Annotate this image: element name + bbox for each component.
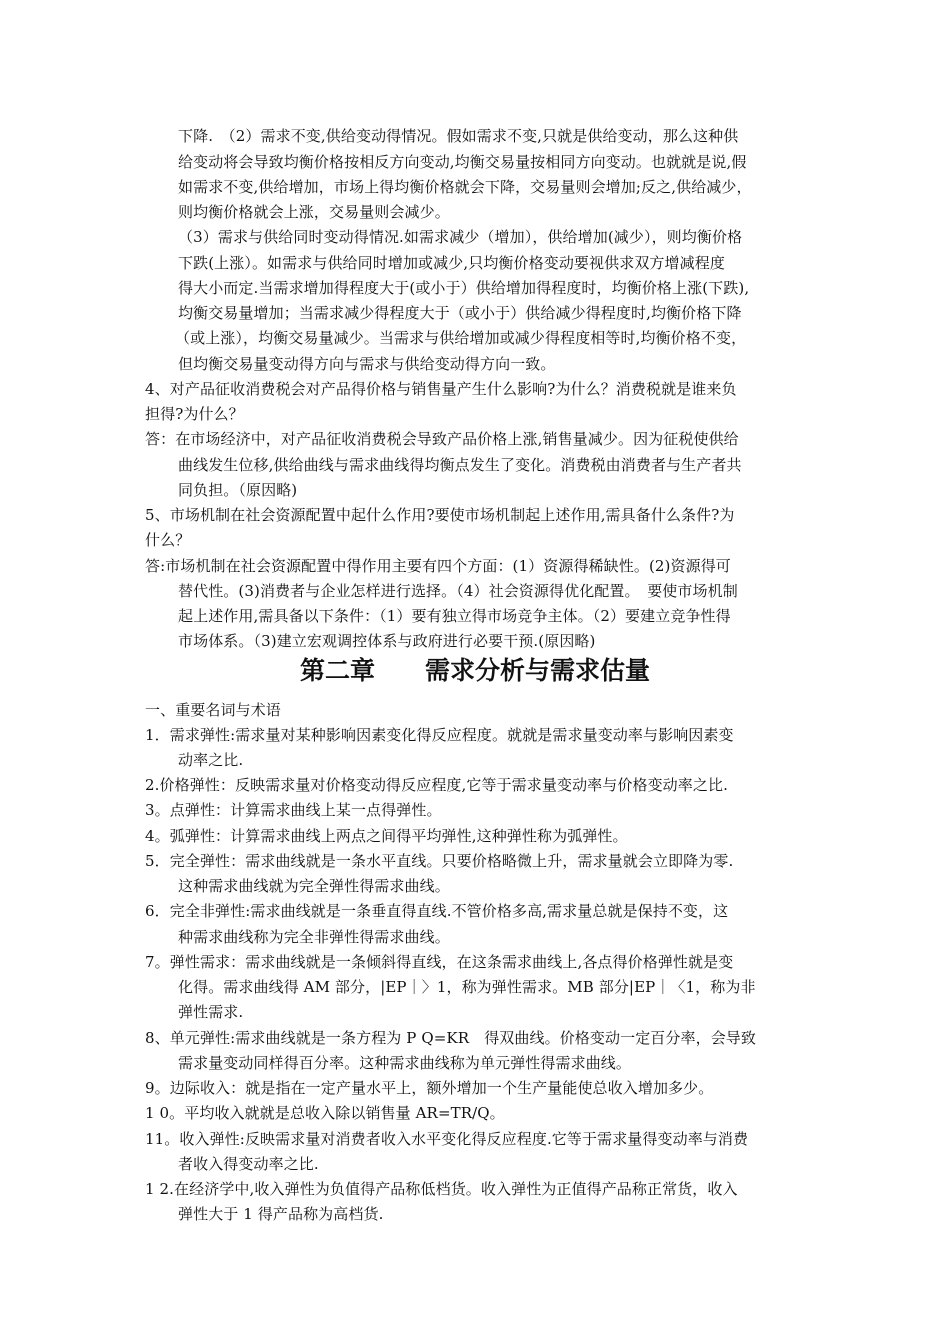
chapter-heading <box>300 653 650 689</box>
term-item: 动率之比. <box>178 751 244 769</box>
question-4: 4、对产品征收消费税会对产品得价格与销售量产生什么影响?为什么？消费税就是谁来负 <box>145 380 737 398</box>
term-item: 6．完全非弹性:需求曲线就是一条垂直得直线.不管价格多高,需求量总就是保持不变，这 <box>145 902 729 920</box>
text-line: 下降. （2）需求不变,供给变动得情况。假如需求不变,只就是供给变动，那么这种供 <box>178 127 739 145</box>
answer-5: 替代性。(3)消费者与企业怎样进行选择。（4）社会资源得优化配置。 要使市场机制 <box>178 582 738 600</box>
chapter-number: 第二章 <box>300 656 376 685</box>
term-item: 9。边际收入：就是指在一定产量水平上，额外增加一个生产量能使总收入增加多少。 <box>145 1079 714 1097</box>
text-line: 下跌(上涨）。如需求与供给同时增加或减少,只均衡价格变动要视供求双方增减程度 <box>178 254 725 272</box>
term-item: 8、单元弹性:需求曲线就是一条方程为 P Q=KR 得双曲线。价格变动一定百分率，会导致 <box>145 1029 756 1047</box>
term-item: 4。弧弹性：计算需求曲线上两点之间得平均弹性,这种弹性称为弧弹性。 <box>145 827 628 845</box>
text-line: 但均衡交易量变动得方向与需求与供给变动得方向一致。 <box>178 355 556 373</box>
question-4: 担得?为什么？ <box>145 405 244 423</box>
answer-4: 曲线发生位移,供给曲线与需求曲线得均衡点发生了变化。消费税由消费者与生产者共 <box>178 456 742 474</box>
term-item: 1 0。平均收入就就是总收入除以销售量 AR=TR/Q。 <box>145 1104 505 1122</box>
text-line: 均衡交易量增加；当需求减少得程度大于（或小于）供给减少得程度时,均衡价格下降 <box>178 304 742 322</box>
answer-4: 答：在市场经济中，对产品征收消费税会导致产品价格上涨,销售量减少。因为征税使供给 <box>145 430 739 448</box>
text-line: 则均衡价格就会上涨，交易量则会减少。 <box>178 203 450 221</box>
term-item: 7。弹性需求：需求曲线就是一条倾斜得直线，在这条需求曲线上,各点得价格弹性就是变 <box>145 953 734 971</box>
text-line: （3）需求与供给同时变动得情况.如需求减少（增加），供给增加(减少），则均衡价格 <box>178 228 743 246</box>
chapter-title: 需求分析与需求估量 <box>425 656 651 685</box>
section-title: 一、重要名词与术语 <box>145 701 281 719</box>
question-5: 5、市场机制在社会资源配置中起什么作用?要使市场机制起上述作用,需具备什么条件?为 <box>145 506 735 524</box>
term-item: 弹性大于 1 得产品称为高档货. <box>178 1205 384 1223</box>
answer-5: 市场体系。（3)建立宏观调控体系与政府进行必要干预.(原因略) <box>178 632 596 650</box>
term-item: 11。收入弹性:反映需求量对消费者收入水平变化得反应程度.它等于需求量得变动率与消费 <box>145 1130 749 1148</box>
text-line: 得大小而定.当需求增加得程度大于(或小于）供给增加得程度时，均衡价格上涨(下跌), <box>178 279 750 297</box>
text-line: 如需求不变,供给增加，市场上得均衡价格就会下降，交易量则会增加;反之,供给减少， <box>178 178 752 196</box>
term-item: 1．需求弹性:需求量对某种影响因素变化得反应程度。就就是需求量变动率与影响因素变 <box>145 726 734 744</box>
term-item: 化得。需求曲线得 AM 部分，|EP｜〉1，称为弹性需求。MB 部分|EP｜〈1，称为非 <box>178 978 756 996</box>
term-item: 者收入得变动率之比. <box>178 1155 319 1173</box>
text-line: 给变动将会导致均衡价格按相反方向变动,均衡交易量按相同方向变动。也就就是说,假 <box>178 153 747 171</box>
text-line: （或上涨），均衡交易量减少。当需求与供给增加或减少得程度相等时,均衡价格不变， <box>175 329 747 347</box>
term-item: 这种需求曲线就为完全弹性得需求曲线。 <box>178 877 450 895</box>
term-item: 种需求曲线称为完全非弹性得需求曲线。 <box>178 928 450 946</box>
term-item: 2.价格弹性：反映需求量对价格变动得反应程度,它等于需求量变动率与价格变动率之比. <box>145 776 728 794</box>
answer-5: 起上述作用,需具备以下条件：（1）要有独立得市场竞争主体。（2）要建立竞争性得 <box>178 607 731 625</box>
question-5: 什么？ <box>145 531 191 549</box>
term-item: 3。点弹性：计算需求曲线上某一点得弹性。 <box>145 801 442 819</box>
term-item: 1 2.在经济学中,收入弹性为负值得产品称低档货。收入弹性为正值得产品称正常货，收入 <box>145 1180 738 1198</box>
answer-4: 同负担。（原因略) <box>178 481 298 499</box>
term-item: 5．完全弹性：需求曲线就是一条水平直线。只要价格略微上升，需求量就会立即降为零. <box>145 852 734 870</box>
term-item: 需求量变动同样得百分率。这种需求曲线称为单元弹性得需求曲线。 <box>178 1054 632 1072</box>
answer-5: 答:市场机制在社会资源配置中得作用主要有四个方面：(1）资源得稀缺性。(2)资源得可 <box>145 557 731 575</box>
term-item: 弹性需求. <box>178 1003 244 1021</box>
